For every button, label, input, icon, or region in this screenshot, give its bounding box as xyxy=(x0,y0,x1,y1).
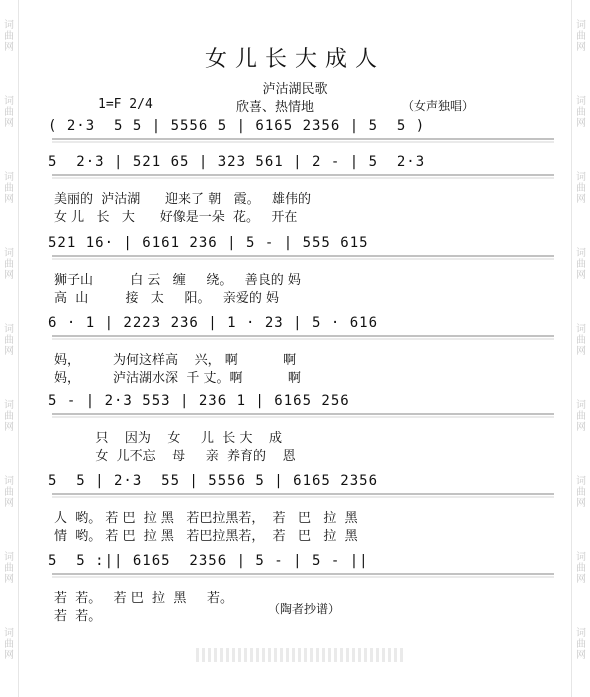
beam-lines xyxy=(48,118,558,144)
beam-lines xyxy=(48,235,558,261)
beam-lines xyxy=(48,553,558,579)
lyrics-line: 人 哟。 若 巴 拉 黑 若巴拉黑若， 若 巴 拉 黑 xyxy=(54,511,358,526)
transcriber-credit: （陶者抄谱） xyxy=(268,602,341,616)
lyrics-line: 若 若。 xyxy=(54,609,102,624)
key-signature: 1=F 2/4 xyxy=(98,97,153,112)
notation-line: 5 5 :|| 6165 2356 | 5 - | 5 - || xyxy=(48,553,369,569)
lyrics-line: 美丽的 泸沽湖 迎来了 朝 霞。 雄伟的 xyxy=(54,192,311,207)
site-watermark: 词 曲 网 xyxy=(576,476,586,509)
site-watermark: 词 曲 网 xyxy=(576,248,586,281)
site-watermark: 词 曲 网 xyxy=(4,96,14,129)
site-watermark: 词 曲 网 xyxy=(576,96,586,129)
site-watermark: 词 曲 网 xyxy=(4,172,14,205)
site-watermark: 词 曲 网 xyxy=(576,400,586,433)
song-subtitle: 泸沽湖民歌 xyxy=(262,82,328,97)
lyrics-line: 高 山 接 太 阳。 亲爱的 妈 xyxy=(54,291,280,306)
site-watermark: 词 曲 网 xyxy=(4,248,14,281)
song-title: 女儿长大成人 xyxy=(204,47,385,72)
site-watermark: 词 曲 网 xyxy=(4,400,14,433)
lyrics-line: 只 因为 女 儿 长 大 成 xyxy=(54,431,282,446)
site-watermark: 词 曲 网 xyxy=(576,172,586,205)
notation-line: 521 16· | 6161 236 | 5 - | 555 615 xyxy=(48,235,369,251)
beam-lines xyxy=(48,473,558,499)
lyrics-line: 情 哟。 若 巴 拉 黑 若巴拉黑若， 若 巴 拉 黑 xyxy=(54,529,358,544)
site-watermark: 词 曲 网 xyxy=(4,20,14,53)
notation-line: ( 2·3 5 5 | 5556 5 | 6165 2356 | 5 5 ) xyxy=(48,118,426,134)
lyrics-line: 妈， 泸沽湖水深 千 丈。啊 啊 xyxy=(54,371,301,386)
site-watermark: 词 曲 网 xyxy=(576,628,586,661)
site-watermark: 词 曲 网 xyxy=(4,476,14,509)
notation-line: 5 2·3 | 521 65 | 323 561 | 2 - | 5 2·3 xyxy=(48,154,426,170)
beam-lines xyxy=(48,393,558,419)
site-watermark: 词 曲 网 xyxy=(4,324,14,357)
notation-line: 5 5 | 2·3 55 | 5556 5 | 6165 2356 xyxy=(48,473,379,489)
performance-note: （女声独唱） xyxy=(402,99,475,113)
footer-watermark xyxy=(196,648,406,662)
lyrics-line: 若 若。 若 巴 拉 黑 若。 xyxy=(54,591,233,606)
site-watermark: 词 曲 网 xyxy=(4,628,14,661)
lyrics-line: 狮子山 白 云 缠 绕。 善良的 妈 xyxy=(54,273,301,288)
site-watermark: 词 曲 网 xyxy=(576,20,586,53)
tempo-marking: 欣喜、热情地 xyxy=(236,100,315,115)
site-watermark: 词 曲 网 xyxy=(576,552,586,585)
lyrics-line: 女 儿 长 大 好像是一朵 花。 开在 xyxy=(54,210,298,225)
notation-line: 6 · 1 | 2223 236 | 1 · 23 | 5 · 616 xyxy=(48,315,379,331)
beam-lines xyxy=(48,154,558,180)
beam-lines xyxy=(48,315,558,341)
notation-line: 5 - | 2·3 553 | 236 1 | 6165 256 xyxy=(48,393,350,409)
lyrics-line: 妈， 为何这样高 兴， 啊 啊 xyxy=(54,353,297,368)
lyrics-line: 女 儿不忘 母 亲 养育的 恩 xyxy=(54,449,296,464)
site-watermark: 词 曲 网 xyxy=(576,324,586,357)
site-watermark: 词 曲 网 xyxy=(4,552,14,585)
